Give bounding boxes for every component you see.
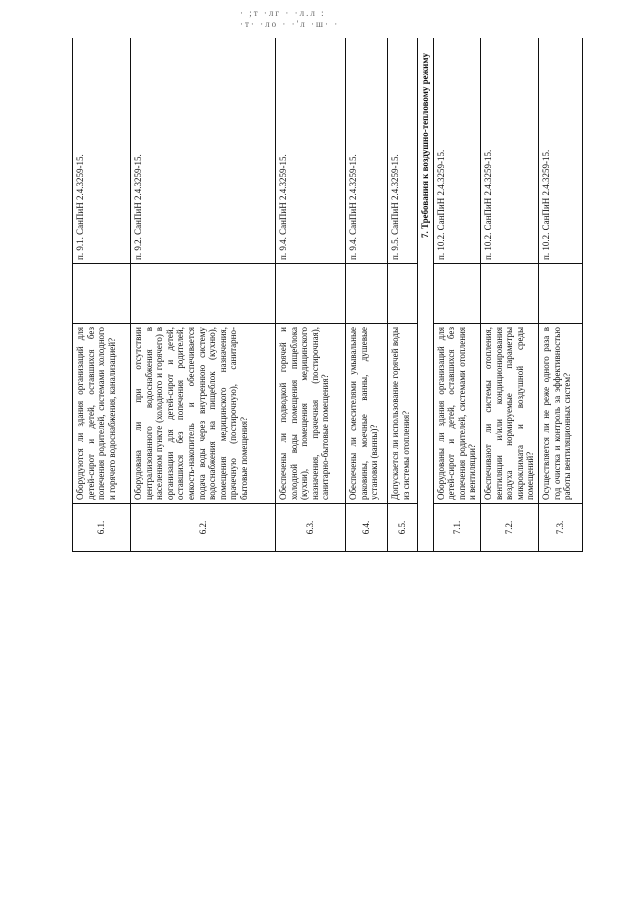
blank-cell: [346, 264, 388, 324]
noise-line-1: · ;т ·лг · ·л.л :: [240, 8, 326, 18]
row-norm: п. 9.2. СанПиН 2.4.3259-15.: [131, 38, 276, 264]
table-row: [539, 38, 583, 552]
row-number: 7.2.: [481, 504, 539, 552]
blank-cell: [388, 264, 418, 324]
row-question: Допускается ли использование горячей воды из системы отопления?: [388, 324, 418, 504]
row-question: Оборудуются ли здания организаций для детей-сирот и детей, оставшихся без попечения родителей, системами холодного и горячего водоснабжения, канализацией?: [73, 324, 131, 504]
blank-cell: [481, 264, 539, 324]
table-row: [481, 38, 539, 552]
blank-cell: [131, 264, 276, 324]
row-norm: п. 10.2. СанПиН 2.4.3259-15.: [539, 38, 583, 264]
scan-header-noise: [240, 8, 410, 28]
noise-line-2: ·т· ·ло · ·'л ·ш· ·: [240, 19, 340, 29]
rotated-table-container: [72, 38, 586, 552]
row-question: Осуществляется ли не реже одного раза в год очистка и контроль за эффективностью работы вентиляционных систем?: [539, 324, 583, 504]
document-page: [72, 38, 586, 850]
row-question: Обеспечивают ли системы отопления, вентиляции и/или кондиционирования воздуха нормируемые параметры микроклимата и воздушной среды помещений?: [481, 324, 539, 504]
row-norm: п. 10.2. СанПиН 2.4.3259-15.: [481, 38, 539, 264]
table-row: [346, 38, 388, 552]
row-norm: п. 9.5. СанПиН 2.4.3259-15.: [388, 38, 418, 264]
row-number: 6.5.: [388, 504, 418, 552]
row-number: 6.1.: [73, 504, 131, 552]
row-norm: п. 9.4. СанПиН 2.4.3259-15.: [346, 38, 388, 264]
section-header-row: [418, 38, 434, 552]
section-title: 7. Требования к воздушно-тепловому режиму: [418, 38, 434, 552]
blank-cell: [73, 264, 131, 324]
row-number: 7.1.: [433, 504, 480, 552]
row-norm: п. 9.1. СанПиН 2.4.3259-15.: [73, 38, 131, 264]
blank-cell: [433, 264, 480, 324]
table-row: [73, 38, 131, 552]
row-norm: п. 9.4. СанПиН 2.4.3259-15.: [276, 38, 346, 264]
row-norm: п. 10.2. СанПиН 2.4.3259-15.: [433, 38, 480, 264]
row-number: 7.3.: [539, 504, 583, 552]
row-number: 6.3.: [276, 504, 346, 552]
table-row: [433, 38, 480, 552]
table-row: [388, 38, 418, 552]
table-row: [276, 38, 346, 552]
row-number: 6.2.: [131, 504, 276, 552]
blank-cell: [276, 264, 346, 324]
row-question: Оборудована ли при отсутствии централизованного водоснабжения в населенном пункте (холодного и горячего) в организации для детей-сирот и детей, оставшихся без попечения родителей, емкость-накопитель и обеспечивается подача воды через внутреннюю систему водоснабжения на пищеблок (кухню), помещения медицинского назначения, прачечную (постирочную), санитарно-бытовые помещения?: [131, 324, 276, 504]
blank-cell: [539, 264, 583, 324]
table-row: [131, 38, 276, 552]
row-number: 6.4.: [346, 504, 388, 552]
row-question: Оборудованы ли здания организаций для детей-сирот и детей, оставшихся без попечения родителей, системами отопления и вентиляции?: [433, 324, 480, 504]
row-question: Обеспечены ли подводкой горячей и холодной воды помещения пищеблока (кухни), помещения медицинского назначения, прачечная (постирочная), санитарно-бытовые помещения?: [276, 324, 346, 504]
row-question: Обеспечены ли смесителями умывальные раковины, моечные ванны, душевые установки (ванны)?: [346, 324, 388, 504]
checklist-table: [72, 38, 583, 552]
